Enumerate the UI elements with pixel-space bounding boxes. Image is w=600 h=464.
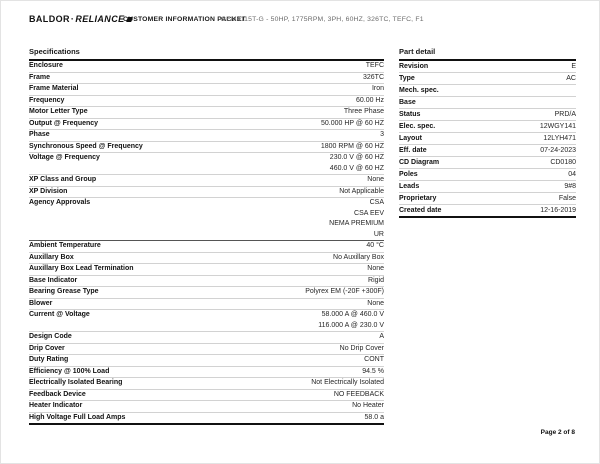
spec-value: [368, 276, 384, 287]
spec-value: [334, 390, 384, 401]
spec-label: Bearing Grease Type: [29, 288, 99, 295]
spec-value-line: No Heater: [352, 402, 384, 409]
spec-label: Enclosure: [29, 62, 63, 69]
part-detail-value: 04: [568, 171, 576, 178]
part-detail-row: [399, 193, 576, 205]
part-detail-row: [399, 73, 576, 85]
spec-row: [29, 264, 384, 276]
spec-value: [366, 241, 384, 252]
spec-row: [29, 287, 384, 299]
part-detail-label: CD Diagram: [399, 159, 440, 166]
part-detail-row: [399, 157, 576, 169]
spec-label: XP Division: [29, 187, 68, 195]
spec-value-line: 1800 RPM @ 60 HZ: [320, 142, 384, 150]
spec-label: Auxillary Box: [29, 253, 74, 261]
spec-value-line: UR: [373, 230, 384, 238]
spec-row: [29, 310, 384, 332]
spec-value-line: No Auxillary Box: [333, 253, 384, 261]
spec-value: [305, 287, 384, 298]
spec-value-line: No Drip Cover: [339, 344, 384, 352]
spec-value-line: CSA EEV: [354, 209, 384, 217]
spec-value-line: 60.00 Hz: [355, 96, 384, 104]
brand-logo-baldor: BALDOR: [29, 14, 70, 24]
spec-row: [29, 367, 384, 379]
spec-value-line: 230.0 V @ 60 HZ: [329, 154, 384, 161]
spec-label: Frequency: [29, 96, 65, 104]
spec-label: Drip Cover: [29, 344, 65, 352]
spec-row: [29, 73, 384, 85]
spec-value-line: CSA: [369, 199, 384, 206]
spec-label: Agency Approvals: [29, 199, 91, 206]
part-detail-row: [399, 61, 576, 73]
spec-value: [339, 187, 384, 198]
spec-label: Frame Material: [29, 85, 79, 92]
part-detail-label: Status: [399, 111, 421, 118]
specifications-section: [29, 47, 384, 425]
spec-label: Current @ Voltage: [29, 311, 90, 318]
spec-label: Phase: [29, 131, 50, 138]
spec-label: Auxillary Box Lead Termination: [29, 265, 134, 272]
specifications-table: [29, 59, 384, 425]
brand-logo: [29, 14, 132, 24]
spec-label: Output @ Frequency: [29, 119, 99, 127]
spec-value-line: Rigid: [368, 276, 384, 284]
spec-label: Electrically Isolated Bearing: [29, 379, 123, 386]
part-detail-row: [399, 121, 576, 133]
spec-row: [29, 153, 384, 175]
spec-label: Motor Letter Type: [29, 108, 88, 115]
part-detail-label: Leads: [399, 183, 420, 190]
part-detail-label: Revision: [399, 63, 429, 70]
spec-value-line: 58.0 a: [364, 413, 384, 421]
part-detail-row: [399, 169, 576, 181]
part-detail-value: 12LYH471: [543, 135, 576, 142]
part-detail-value: E: [571, 63, 576, 70]
spec-value: [321, 119, 384, 130]
part-detail-label: Elec. spec.: [399, 123, 436, 130]
spec-value-line: 50.000 HP @ 60 HZ: [320, 119, 384, 127]
spec-row: [29, 130, 384, 142]
spec-row: [29, 401, 384, 413]
spec-value: [364, 355, 384, 366]
spec-row: [29, 413, 384, 424]
spec-value: [379, 332, 384, 343]
spec-label: Synchronous Speed @ Frequency: [29, 142, 143, 150]
spec-value: [330, 153, 384, 174]
spec-row: [29, 390, 384, 402]
spec-value: [340, 344, 384, 355]
spec-label: Blower: [29, 299, 53, 307]
part-detail-row: [399, 205, 576, 216]
spec-value-line: None: [367, 299, 384, 307]
part-detail-heading: Part detail: [399, 47, 436, 56]
spec-label: Base Indicator: [29, 276, 78, 284]
part-detail-label: Mech. spec.: [399, 87, 439, 94]
part-detail-row: [399, 133, 576, 145]
spec-row: [29, 175, 384, 187]
part-detail-row: [399, 145, 576, 157]
spec-value: [311, 378, 384, 389]
part-detail-value: AC: [566, 75, 576, 82]
spec-value-line: 94.5 %: [362, 367, 384, 375]
spec-label: Ambient Temperature: [29, 242, 101, 249]
spec-row: [29, 61, 384, 73]
part-detail-row: [399, 97, 576, 109]
spec-value-line: CONT: [364, 356, 384, 363]
brand-logo-dot: ·: [70, 14, 75, 24]
part-detail-label: Poles: [399, 171, 418, 178]
spec-value-line: Iron: [371, 85, 384, 92]
part-detail-value: 9#8: [564, 183, 576, 190]
spec-value: [363, 73, 384, 84]
spec-row: [29, 276, 384, 288]
spec-row: [29, 107, 384, 119]
spec-row: [29, 96, 384, 108]
spec-row: [29, 187, 384, 199]
spec-value: [321, 142, 384, 153]
spec-value-line: NEMA PREMIUM: [329, 220, 384, 227]
spec-value: [367, 299, 384, 310]
spec-value: [372, 84, 384, 95]
spec-value-line: None: [367, 265, 384, 272]
part-detail-value: 07-24-2023: [540, 147, 576, 154]
part-detail-label: Proprietary: [399, 195, 437, 202]
part-detail-label: Base: [399, 99, 416, 106]
spec-value: [366, 61, 384, 72]
part-detail-value: 12-16-2019: [540, 207, 576, 214]
spec-row: [29, 332, 384, 344]
spec-value: [367, 264, 384, 275]
spec-value: [362, 367, 384, 378]
part-detail-value: 12WGY141: [539, 123, 576, 130]
spec-row: [29, 241, 384, 253]
spec-row: [29, 253, 384, 265]
spec-value: [356, 96, 384, 107]
spec-label: Design Code: [29, 333, 72, 340]
spec-value: [352, 401, 384, 412]
spec-value-line: 40 °C: [366, 242, 384, 249]
spec-value-line: TEFC: [365, 62, 384, 69]
part-detail-row: [399, 109, 576, 121]
spec-row: [29, 142, 384, 154]
part-detail-label: Eff. date: [399, 147, 427, 154]
brand-logo-reliance: RELIANCE: [75, 14, 125, 24]
spec-label: Efficiency @ 100% Load: [29, 367, 110, 375]
part-detail-table: [399, 59, 576, 218]
spec-value: [380, 130, 384, 141]
part-detail-label: Layout: [399, 135, 422, 142]
page-number: Page 2 of 8: [540, 429, 575, 436]
spec-value: [318, 310, 384, 331]
spec-value-line: A: [379, 333, 384, 340]
part-detail-section: [399, 47, 576, 218]
spec-value: [367, 175, 384, 186]
spec-value-line: 116.000 A @ 230.0 V: [318, 321, 384, 329]
spec-value-line: Not Applicable: [339, 187, 384, 195]
spec-value-line: 460.0 V @ 60 HZ: [329, 164, 384, 172]
spec-row: [29, 119, 384, 131]
spec-row: [29, 378, 384, 390]
part-detail-label: Created date: [399, 207, 442, 214]
part-detail-value: CD0180: [550, 159, 576, 166]
spec-value-line: 58.000 A @ 460.0 V: [321, 311, 384, 318]
spec-label: Voltage @ Frequency: [29, 154, 100, 161]
spec-value: [365, 413, 384, 424]
spec-value: [344, 107, 384, 118]
spec-row: [29, 198, 384, 241]
spec-row: [29, 299, 384, 311]
spec-value-line: Not Electrically Isolated: [311, 379, 384, 386]
specifications-heading: Specifications: [29, 47, 80, 56]
spec-label: High Voltage Full Load Amps: [29, 413, 126, 421]
spec-label: Frame: [29, 73, 51, 81]
document-title: CUSTOMER INFORMATION PACKET: [123, 16, 246, 23]
part-detail-value: PRD/A: [554, 111, 576, 118]
spec-label: XP Class and Group: [29, 176, 97, 183]
spec-row: [29, 344, 384, 356]
spec-label: Feedback Device: [29, 390, 86, 398]
spec-value-line: NO FEEDBACK: [333, 390, 384, 398]
spec-label: Heater Indicator: [29, 402, 83, 409]
spec-row: [29, 84, 384, 96]
spec-value: [329, 198, 384, 240]
spec-label: Duty Rating: [29, 356, 69, 363]
spec-value-line: None: [367, 176, 384, 183]
product-code: CEM4115T-G - 50HP, 1775RPM, 3PH, 60HZ, 326TC, TEFC, F1: [221, 16, 424, 23]
spec-row: [29, 355, 384, 367]
spec-value: [333, 253, 384, 264]
part-detail-label: Type: [399, 75, 415, 82]
spec-value-line: Three Phase: [343, 108, 384, 115]
part-detail-row: [399, 181, 576, 193]
part-detail-row: [399, 85, 576, 97]
spec-value-line: Polyrex EM (-20F +300F): [305, 288, 384, 295]
spec-value-line: 326TC: [362, 73, 384, 81]
spec-value-line: 3: [380, 131, 384, 138]
part-detail-value: False: [558, 195, 576, 202]
